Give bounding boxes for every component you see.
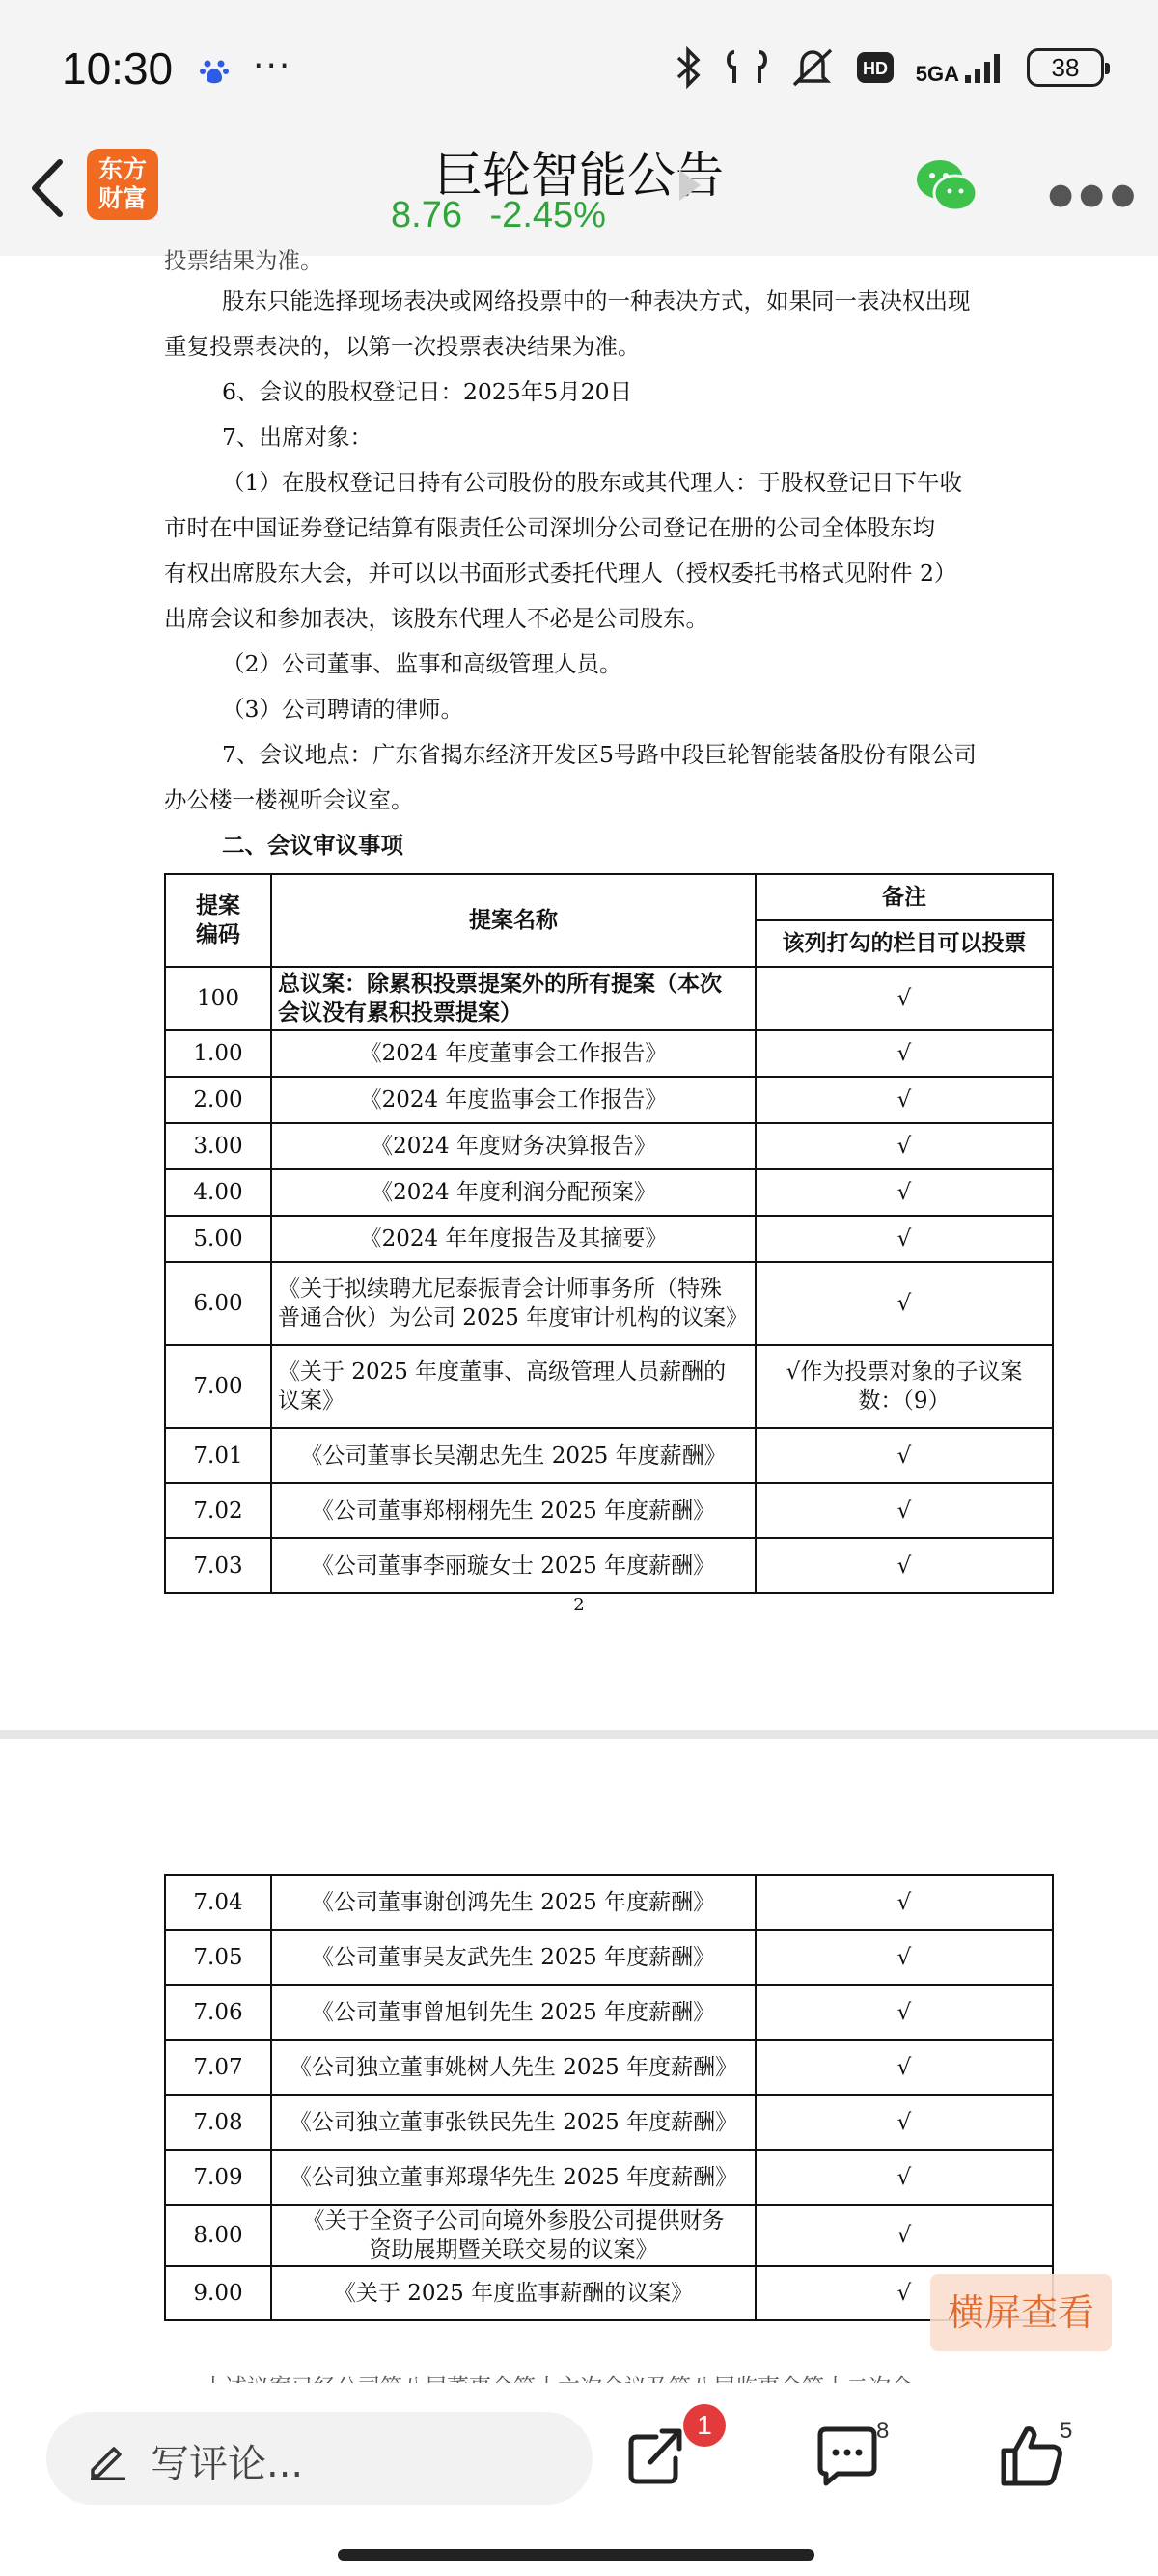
table-row [165,1030,1053,1077]
header-name: 提案名称 [271,874,756,967]
bottom-bar [0,2383,1158,2576]
row-code: 7.08 [165,2095,271,2150]
row-name: 《公司独立董事张铁民先生 2025 年度薪酬》 [271,2095,756,2150]
document-page-1 [0,247,1158,1730]
more-dots-icon: ··· [253,46,292,86]
row-code: 7.04 [165,1875,271,1930]
row-note: √ [756,1030,1053,1077]
row-name: 《2024 年度监事会工作报告》 [271,1077,756,1123]
row-code: 7.00 [165,1345,271,1428]
table-row [165,1930,1053,1985]
app-header [0,135,1158,256]
page-divider [0,1730,1158,1739]
table-row [165,2095,1053,2150]
partial-text-bottom [0,2364,1158,2383]
header-code: 提案 编码 [165,874,271,967]
row-name: 总议案：除累积投票提案外的所有提案（本次 会议没有累积投票提案） [271,967,756,1030]
row-note: √ [756,1169,1053,1216]
stock-change: -2.45% [489,195,606,235]
row-code: 8.00 [165,2205,271,2266]
proposal-table-continued [164,1874,1054,2321]
row-name: 《关于 2025 年度监事薪酬的议案》 [271,2266,756,2320]
row-note: √ [756,2040,1053,2095]
row-code: 6.00 [165,1262,271,1345]
battery-icon [1027,48,1104,87]
row-name: 《关于 2025 年度董事、高级管理人员薪酬的 议案》 [271,1345,756,1428]
comment-input[interactable] [46,2412,593,2505]
like-count: 5 [1060,2418,1073,2444]
landscape-view-button[interactable]: 横屏查看 [930,2274,1112,2351]
proposal-table [164,873,1054,1594]
row-code: 4.00 [165,1169,271,1216]
doc-line: （3）公司聘请的律师。 [222,696,463,723]
doc-line: 7、出席对象： [222,424,372,451]
row-name: 《2024 年度董事会工作报告》 [271,1030,756,1077]
page-number: 2 [573,1595,585,1615]
table-header-row [165,874,1053,920]
table-row [165,2266,1053,2320]
stock-quote[interactable] [391,195,623,236]
comment-placeholder: 写评论... [151,2442,304,2486]
doc-line: 重复投票表决的，以第一次投票表决结果为准。 [164,333,641,360]
table-row [165,967,1053,1030]
bluetooth-icon [675,46,703,89]
page-title: 巨轮智能公告 [434,148,724,204]
logo-line2: 财富 [97,184,147,212]
table-row [165,1077,1053,1123]
row-code: 7.05 [165,1930,271,1985]
table-row [165,1985,1053,2040]
row-name: 《公司董事曾旭钊先生 2025 年度薪酬》 [271,1985,756,2040]
baidu-icon [199,56,230,87]
comment-count: 8 [876,2418,890,2444]
doc-line: 办公楼一楼视听会议室。 [164,786,414,813]
doc-line: （1）在股权登记日持有公司股份的股东或其代理人：于股权登记日下午收 [222,469,962,496]
network-label: 5GA [915,62,959,86]
header-note: 备注 [756,874,1053,920]
row-note: √ [756,1930,1053,1985]
signal-icon [916,50,1006,85]
table-row [165,2040,1053,2095]
row-note: √ [756,1262,1053,1345]
earbuds-icon [725,48,769,87]
row-note: √ [756,2150,1053,2205]
table-row [165,2150,1053,2205]
table-row [165,1216,1053,1262]
table-row [165,1169,1053,1216]
row-code: 7.06 [165,1985,271,2040]
row-name: 《公司独立董事姚树人先生 2025 年度薪酬》 [271,2040,756,2095]
row-code: 1.00 [165,1030,271,1077]
doc-line: 股东只能选择现场表决或网络投票中的一种表决方式，如果同一表决权出现 [222,288,971,315]
table-row [165,2205,1053,2266]
row-code: 7.01 [165,1428,271,1483]
hd-icon [856,51,895,84]
row-code: 7.09 [165,2150,271,2205]
row-note: √ [756,1985,1053,2040]
row-name: 《公司董事吴友武先生 2025 年度薪酬》 [271,1930,756,1985]
doc-line: （2）公司董事、监事和高级管理人员。 [222,650,622,677]
row-code: 7.07 [165,2040,271,2095]
stock-price: 8.76 [391,195,462,235]
partial-text-top: 投票结果为准。 [164,247,323,274]
share-badge: 1 [683,2404,726,2447]
doc-line: 6、会议的股权登记日：2025年5月20日 [222,378,633,405]
pencil-icon [87,2437,129,2480]
doc-line: 市时在中国证券登记结算有限责任公司深圳分公司登记在册的公司全体股东均 [164,514,935,541]
status-bar [0,0,1158,135]
battery-level: 38 [1051,52,1080,82]
row-note: √ [756,1875,1053,1930]
status-time: 10:30 [62,43,174,94]
row-code: 9.00 [165,2266,271,2320]
comment-icon[interactable] [809,2418,886,2495]
row-name: 《公司董事郑栩栩先生 2025 年度薪酬》 [271,1483,756,1538]
row-note: √ [756,1428,1053,1483]
row-code: 100 [165,967,271,1030]
row-name: 《公司董事长吴潮忠先生 2025 年度薪酬》 [271,1428,756,1483]
row-name: 《公司董事谢创鸿先生 2025 年度薪酬》 [271,1875,756,1930]
row-name: 《2024 年度财务决算报告》 [271,1123,756,1169]
mute-icon [790,46,835,89]
doc-line: 有权出席股东大会，并可以以书面形式委托代理人（授权委托书格式见附件 2） [164,560,957,587]
table-row [165,1428,1053,1483]
table-row [165,1875,1053,1930]
svg-text:HD: HD [862,59,888,78]
row-code: 7.03 [165,1538,271,1593]
row-name: 《公司独立董事郑璟华先生 2025 年度薪酬》 [271,2150,756,2205]
row-note: √ [756,1483,1053,1538]
row-note: √ [756,2205,1053,2266]
row-name: 《2024 年年度报告及其摘要》 [271,1216,756,1262]
row-code: 2.00 [165,1077,271,1123]
row-note: √作为投票对象的子议案 数：（9） [756,1345,1053,1428]
table-row [165,1483,1053,1538]
row-note: √ [756,967,1053,1030]
row-name: 《关于拟续聘尤尼泰振青会计师事务所（特殊 普通合伙）为公司 2025 年度审计机构的议案》 [271,1262,756,1345]
table-row [165,1262,1053,1345]
doc-line: 7、会议地点：广东省揭东经济开发区5号路中段巨轮智能装备股份有限公司 [222,741,977,768]
row-name: 《关于全资子公司向境外参股公司提供财务 资助展期暨关联交易的议案》 [271,2205,756,2266]
row-note: √ [756,1216,1053,1262]
section-title: 二、会议审议事项 [222,832,403,859]
row-name: 《公司董事李丽璇女士 2025 年度薪酬》 [271,1538,756,1593]
row-code: 7.02 [165,1483,271,1538]
more-menu-icon[interactable]: ●●● [1048,178,1142,211]
row-note: √ [756,1538,1053,1593]
row-note: √ [756,1077,1053,1123]
row-code: 5.00 [165,1216,271,1262]
table-row [165,1123,1053,1169]
doc-line: 出席会议和参加表决，该股东代理人不必是公司股东。 [164,605,708,632]
row-name: 《2024 年度利润分配预案》 [271,1169,756,1216]
header-note-sub: 该列打勾的栏目可以投票 [756,920,1053,967]
wechat-icon[interactable] [915,156,979,214]
home-indicator[interactable] [338,2549,814,2561]
row-note: √ [756,2095,1053,2150]
row-note: √ [756,1123,1053,1169]
row-code: 3.00 [165,1123,271,1169]
table-row [165,1538,1053,1593]
logo-line1: 东方 [97,155,147,183]
play-arrow-icon[interactable] [679,170,701,201]
table-row [165,1345,1053,1428]
row-note: √ [756,2266,1053,2320]
